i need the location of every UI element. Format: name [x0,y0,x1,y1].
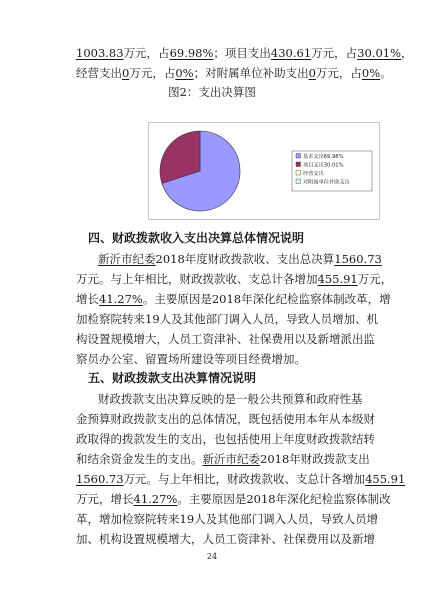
text-segment: 2018年财政拨款支出 [260,452,370,466]
page-number: 24 [206,552,218,561]
underlined-value: 0% [175,66,194,80]
text-segment: 和结余资金发生的支出。 [76,452,203,466]
text-line [76,46,413,60]
underlined-value: 1560.73 [334,252,382,266]
legend-swatch [296,171,301,176]
section-5-heading: 五、财政拨款支出决算情况说明 [88,371,257,385]
text-segment: ， [401,46,413,60]
text-line [76,512,378,526]
text-segment: 财政拨款支出决算反映的是一般公共预算和政府性基 [98,392,363,406]
underlined-value: 1560.73 [76,472,124,486]
text-line [76,312,378,326]
text-line [76,66,392,80]
legend-label: 经营支出 [303,171,324,177]
text-line [76,452,370,466]
text-segment: 构设置规模增大，人员工资津补、社保费用以及新增派出监 [76,332,375,346]
text-segment: 金预算财政拨款支出的总体情况，既包括使用本年从本级财 [76,412,375,426]
text-segment: 革，增加检察院转来19人及其他部门调入人员，导致人员增 [76,512,379,526]
text-segment: ；对附属单位补助支出 [193,66,309,80]
underlined-value: 69.98% [169,46,214,60]
underlined-value: 0 [308,66,316,80]
figure-caption: 图2：支出决算图 [168,85,256,99]
underlined-value: 455.91 [317,272,358,286]
legend-label: 对附属单位补助支出 [303,179,350,186]
text-segment: 。主要原因是2018年深化纪检监察体制改革，增 [142,292,391,306]
text-segment: 万元，占 [315,66,362,80]
underlined-value: 新沂市纪委 [98,252,156,266]
text-segment: 。 [380,66,392,80]
text-segment: 2018年度财政拨款收、支出总决算 [155,252,335,266]
text-segment: 万元，增长 [76,492,134,506]
text-segment: ；项目支出 [213,46,271,60]
text-segment: 。主要原因是2018年深化纪检监察体制改 [177,492,391,506]
text-line [76,272,392,286]
text-segment: 万元，占 [123,46,170,60]
text-segment: 万元。与上年相比，财政拨款收、支总计各增加 [76,272,318,286]
legend-label: 基本支出69.98% [303,154,344,160]
underlined-value: 30.01% [357,46,402,60]
text-line [76,492,391,506]
text-segment: 万元。与上年相比，财政拨款收、支总计各增加 [123,472,366,486]
text-line [76,432,375,446]
text-segment: 增长 [76,292,99,306]
text-segment: 政取得的拨款发生的支出，也包括使用上年度财政拨款结转 [76,432,375,446]
text-line [76,352,306,366]
text-segment: 加、机构设置规模增大，人员工资津补、社保费用以及新增 [76,532,375,546]
underlined-value: 0% [361,66,381,80]
legend-swatch [296,162,301,167]
underlined-value: 455.91 [365,472,406,486]
underlined-value: 0 [122,66,130,80]
section-4-heading: 四、财政拨款收入支出决算总体情况说明 [88,231,305,245]
text-line [76,412,375,426]
text-segment: 万元， [357,272,393,286]
underlined-value: 新沂市纪委 [202,452,260,466]
text-line [76,472,405,486]
text-segment: 察员办公室、留置场所建设等项目经费增加。 [76,352,306,366]
text-segment: 加检察院转来19人及其他部门调入人员，导致人员增加、机 [76,312,379,326]
legend-swatch [296,179,301,184]
text-segment: 万元，占 [311,46,358,60]
text-segment: 万元，占 [129,66,176,80]
text-segment: 经营支出 [76,66,122,80]
text-line [98,392,363,406]
legend-swatch [296,154,301,159]
legend-label: 项目支出30.01% [303,162,344,169]
underlined-value: 41.27% [133,492,178,506]
expenditure-pie-chart [148,122,380,220]
text-line [98,252,382,266]
text-line [76,292,391,306]
underlined-value: 1003.83 [76,46,124,60]
underlined-value: 41.27% [99,292,143,306]
underlined-value: 430.61 [270,46,312,60]
text-line [76,532,375,546]
text-line [76,332,375,346]
